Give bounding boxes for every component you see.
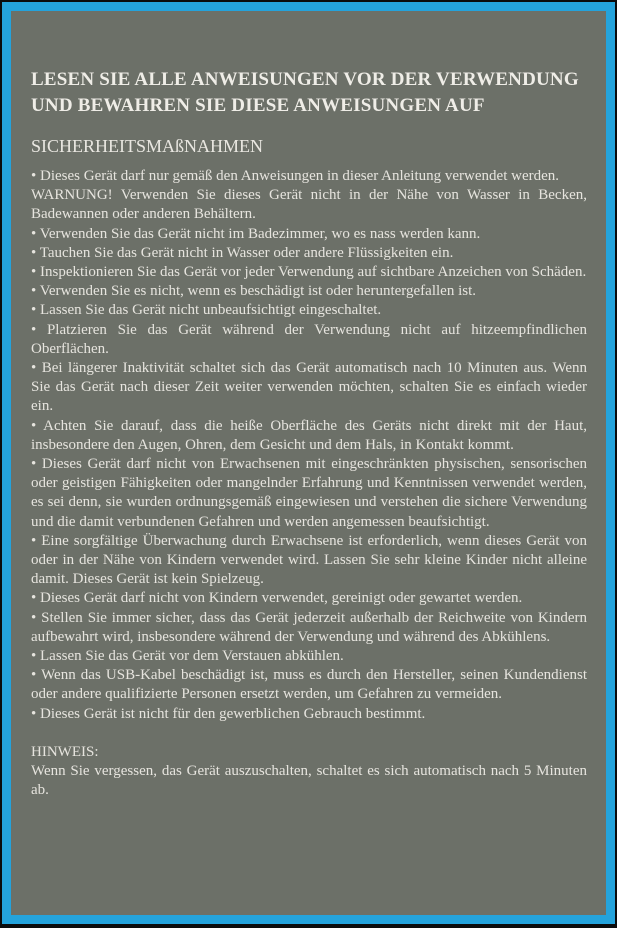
safety-paragraph: WARNUNG! Verwenden Sie dieses Gerät nicht in der Nähe von Wasser in Becken, Badewannen oder anderen Behältern.	[31, 187, 587, 223]
page-title: LESEN SIE ALLE ANWEISUNGEN VOR DER VERWENDUNG UND BEWAHREN SIE DIESE ANWEISUNGEN AUF	[31, 69, 579, 116]
note-text: Wenn Sie vergessen, das Gerät auszuschalten, schaltet es sich automatisch nach 5 Minuten ab.	[31, 763, 587, 799]
safety-paragraph: • Stellen Sie immer sicher, dass das Gerät jederzeit außerhalb der Reichweite von Kindern aufbewahrt wird, insbesondere während der Verwendung und während des Abkühlens.	[31, 609, 587, 645]
safety-paragraph: • Platzieren Sie das Gerät während der Verwendung nicht auf hitzeempfindlichen Oberflächen.	[31, 321, 587, 357]
blue-border-frame	[2, 2, 615, 924]
note-heading: HINWEIS:	[31, 743, 99, 760]
safety-paragraph-list	[31, 167, 587, 724]
safety-paragraph: • Dieses Gerät darf nicht von Erwachsenen mit eingeschränkten physischen, sensorischen oder geistigen Fähigkeiten oder mangelnder Erfahrung und Kenntnissen verwendet werden, es sei denn, sie wurden ordnungsgemäß eingewiesen und verstehen die sichere Verwendung und die damit verbundenen Gefahren und werden angemessen beaufsichtigt.	[31, 456, 587, 530]
safety-paragraph: • Lassen Sie das Gerät nicht unbeaufsichtigt eingeschaltet.	[31, 302, 382, 319]
safety-paragraph: • Eine sorgfältige Überwachung durch Erwachsene ist erforderlich, wenn dieses Gerät von oder in der Nähe von Kindern verwendet wird. Lassen Sie sehr kleine Kinder nicht alleine damit. Dieses Gerät ist kein Spielzeug.	[31, 532, 587, 588]
safety-paragraph: • Wenn das USB-Kabel beschädigt ist, muss es durch den Hersteller, seinen Kundendienst oder andere qualifizierte Personen ersetzt werden, um Gefahren zu vermeiden.	[31, 667, 587, 703]
safety-paragraph: • Lassen Sie das Gerät vor dem Verstauen abkühlen.	[31, 648, 344, 665]
safety-paragraph: • Inspektionieren Sie das Gerät vor jeder Verwendung auf sichtbare Anzeichen von Schäden.	[31, 264, 587, 281]
safety-paragraph: • Dieses Gerät darf nur gemäß den Anweisungen in dieser Anleitung verwendet werden.	[31, 168, 560, 184]
safety-paragraph: • Verwenden Sie es nicht, wenn es beschädigt ist oder heruntergefallen ist.	[31, 283, 476, 300]
safety-paragraph: • Verwenden Sie das Gerät nicht im Badezimmer, wo es nass werden kann.	[31, 225, 481, 242]
safety-paragraph: • Dieses Gerät ist nicht für den gewerblichen Gebrauch bestimmt.	[31, 705, 426, 722]
safety-paragraph: • Dieses Gerät darf nicht von Kindern verwendet, gereinigt oder gewartet werden.	[31, 590, 523, 607]
note-block	[31, 743, 587, 801]
section-heading: SICHERHEITSMAßNAHMEN	[31, 136, 264, 156]
safety-paragraph: • Bei längerer Inaktivität schaltet sich das Gerät automatisch nach 10 Minuten aus. Wenn Sie das Gerät nach dieser Zeit weiter verwenden möchten, schalten Sie es einfach wieder ein.	[31, 360, 587, 415]
safety-paragraph: • Tauchen Sie das Gerät nicht in Wasser oder andere Flüssigkeiten ein.	[31, 244, 454, 261]
safety-paragraph: • Achten Sie darauf, dass die heiße Oberfläche des Geräts nicht direkt mit der Haut, insbesondere den Augen, Ohren, dem Gesicht und dem Hals, in Kontakt kommt.	[31, 417, 587, 453]
